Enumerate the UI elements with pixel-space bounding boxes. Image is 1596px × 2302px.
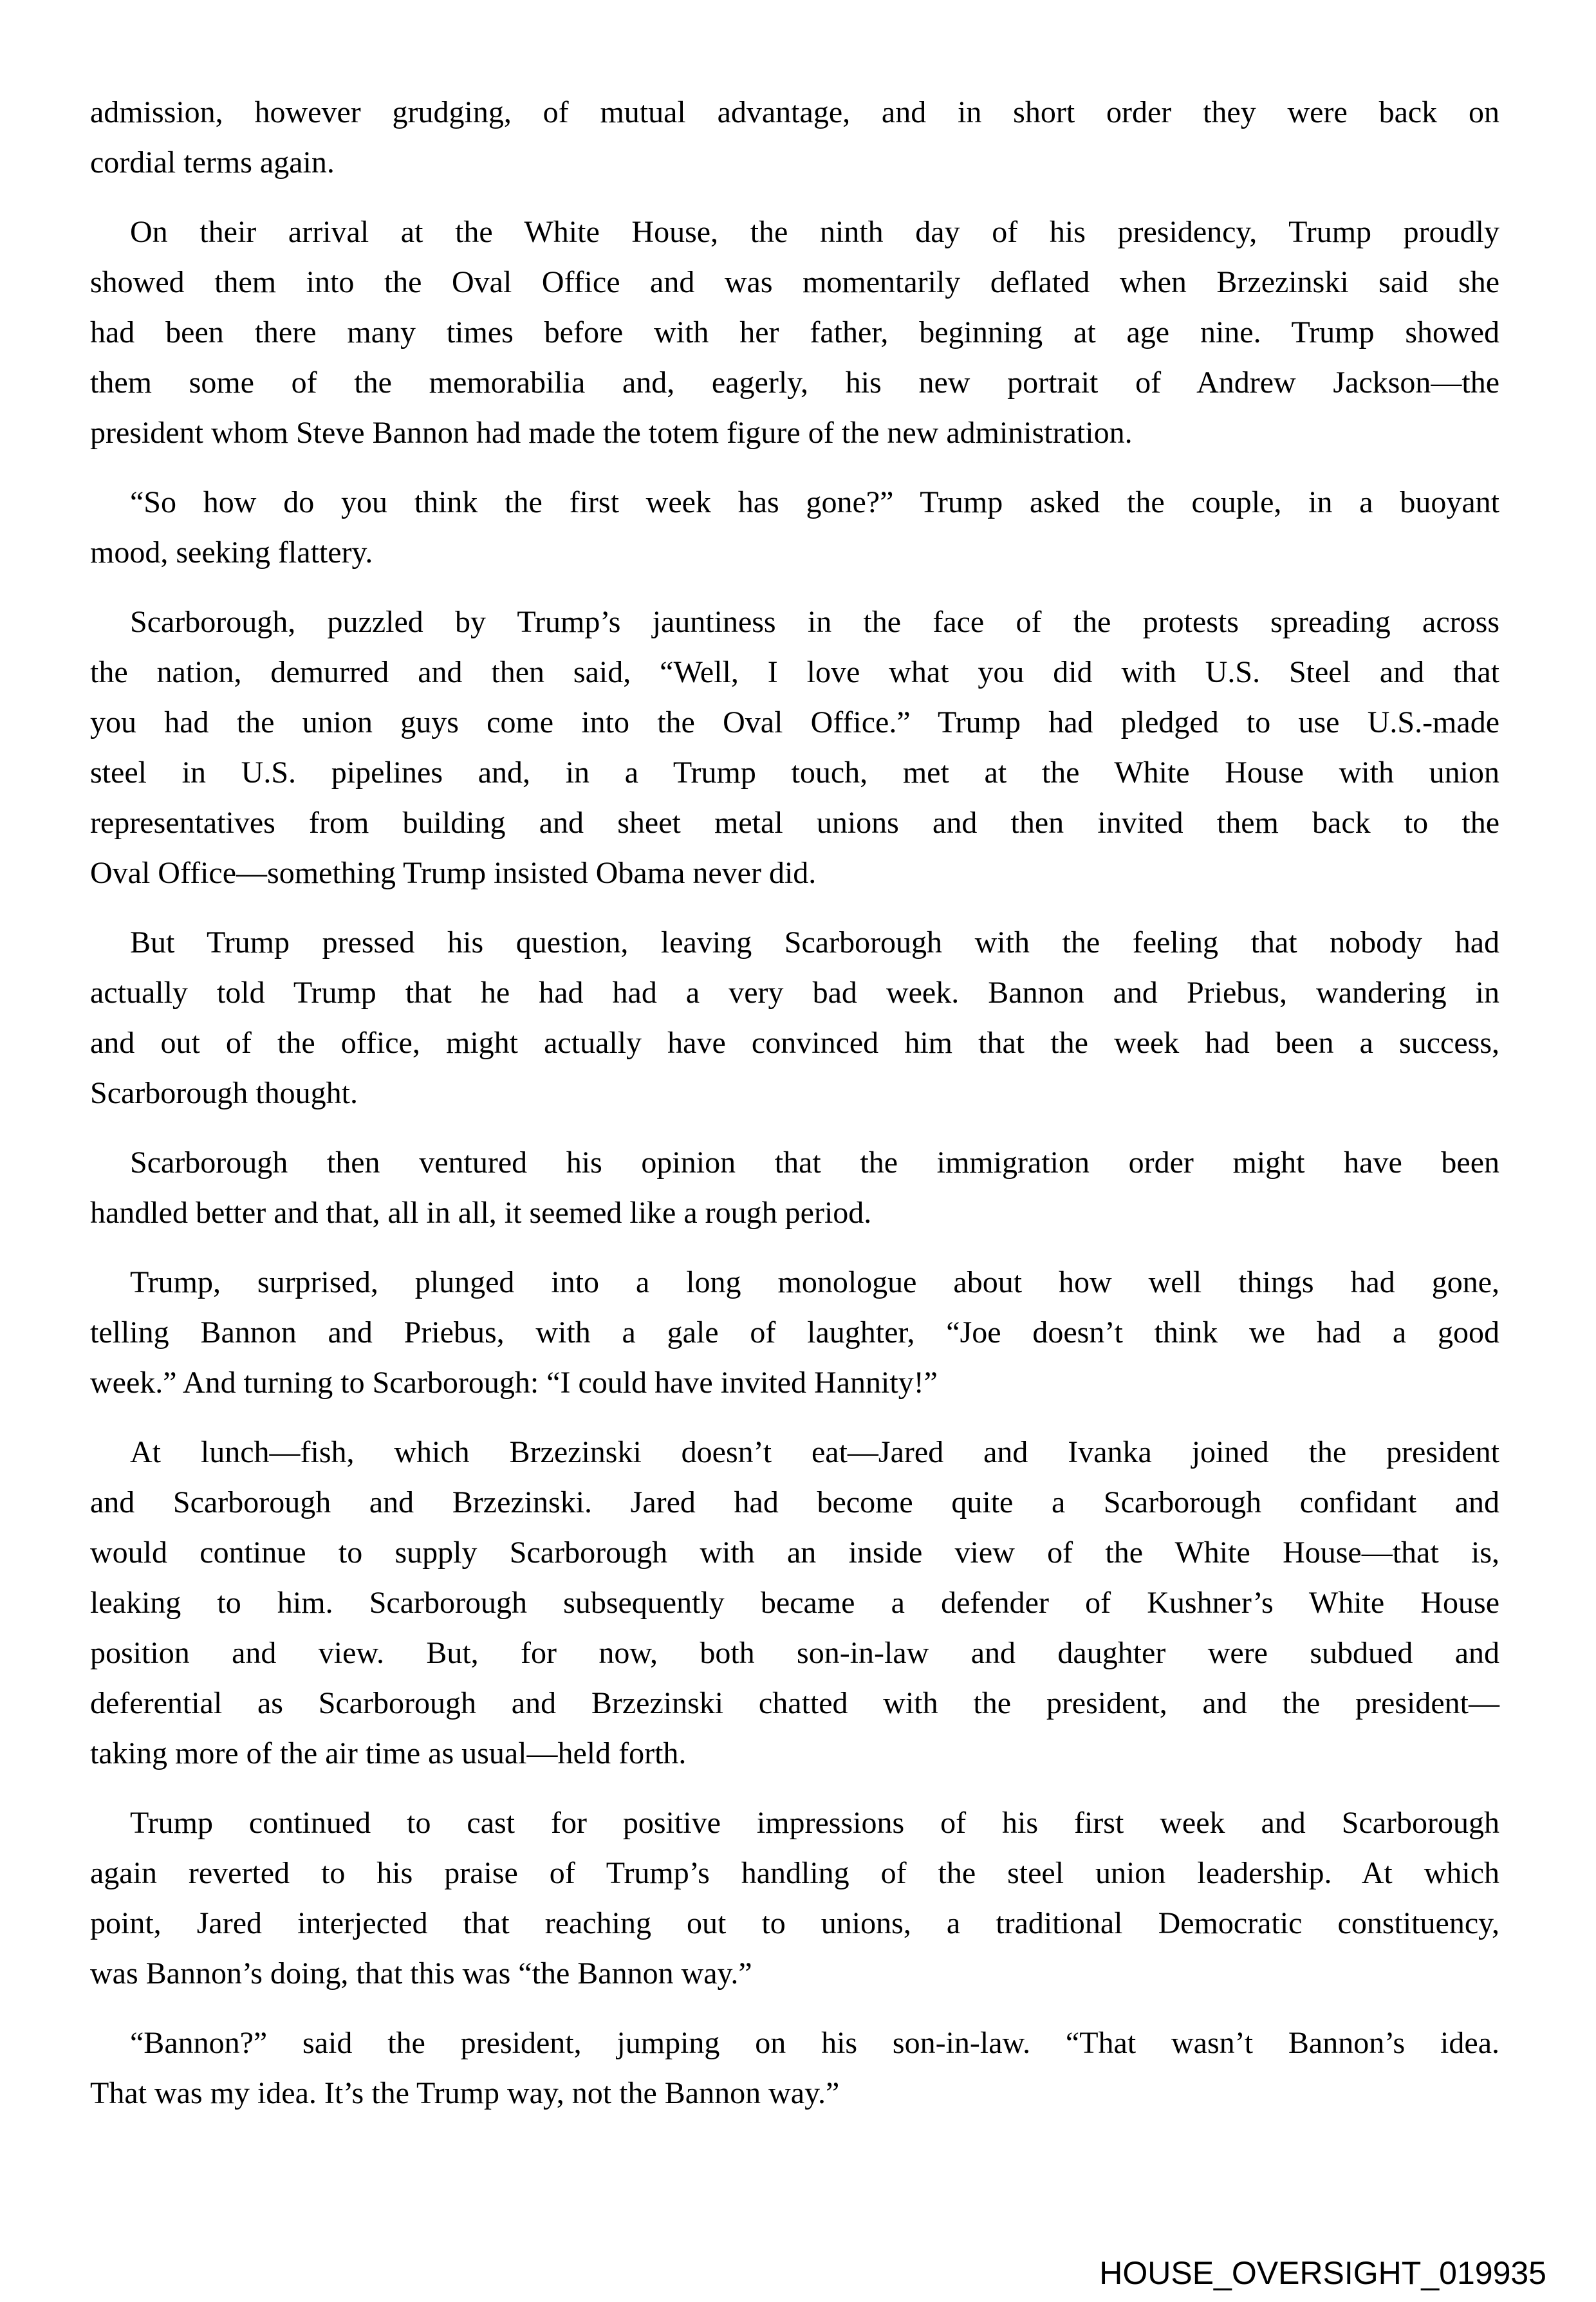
text-line: actually told Trump that he had had a very bad week. Bannon and Priebus, wandering in	[90, 976, 1499, 1010]
text-line: you had the union guys come into the Oval Office.” Trump had pledged to use U.S.-made	[90, 705, 1499, 739]
text-line: and Scarborough and Brzezinski. Jared had become quite a Scarborough confidant and	[90, 1485, 1499, 1519]
text-line: steel in U.S. pipelines and, in a Trump touch, met at the White House with union	[90, 756, 1499, 790]
text-line: leaking to him. Scarborough subsequently became a defender of Kushner’s White House	[90, 1586, 1499, 1620]
text-line: showed them into the Oval Office and was momentarily deflated when Brzezinski said she	[90, 265, 1499, 299]
text-line: again reverted to his praise of Trump’s handling of the steel union leadership. At which	[90, 1856, 1499, 1890]
paragraph	[90, 2018, 1499, 2119]
text-line: mood, seeking flattery.	[90, 535, 373, 570]
text-line: Trump, surprised, plunged into a long monologue about how well things had gone,	[130, 1265, 1499, 1299]
paragraph	[90, 1798, 1499, 1999]
text-line: and out of the office, might actually have convinced him that the week had been a success,	[90, 1026, 1499, 1060]
page-text	[90, 88, 1499, 2119]
paragraph	[90, 88, 1499, 188]
text-line: position and view. But, for now, both son-in-law and daughter were subdued and	[90, 1636, 1499, 1670]
text-line: the nation, demurred and then said, “Well, I love what you did with U.S. Steel and that	[90, 655, 1499, 689]
text-line: “So how do you think the first week has gone?” Trump asked the couple, in a buoyant	[130, 485, 1499, 519]
text-line: had been there many times before with her father, beginning at age nine. Trump showed	[90, 315, 1499, 349]
text-line: Oval Office—something Trump insisted Obama never did.	[90, 856, 817, 890]
text-line: That was my idea. It’s the Trump way, not the Bannon way.”	[90, 2076, 840, 2110]
text-line: Trump continued to cast for positive impressions of his first week and Scarborough	[130, 1806, 1499, 1840]
bates-stamp: HOUSE_OVERSIGHT_019935	[1099, 2255, 1546, 2291]
text-line: point, Jared interjected that reaching out to unions, a traditional Democratic constituency,	[90, 1906, 1499, 1940]
paragraph	[90, 597, 1499, 898]
text-line: At lunch—fish, which Brzezinski doesn’t eat—Jared and Ivanka joined the president	[130, 1435, 1499, 1469]
text-line: On their arrival at the White House, the ninth day of his presidency, Trump proudly	[130, 215, 1499, 249]
text-line: deferential as Scarborough and Brzezinski chatted with the president, and the president—	[90, 1686, 1499, 1720]
text-line: cordial terms again.	[90, 145, 335, 180]
text-line: Scarborough, puzzled by Trump’s jauntiness in the face of the protests spreading across	[130, 605, 1499, 639]
text-line: representatives from building and sheet metal unions and then invited them back to the	[90, 806, 1499, 840]
text-line: admission, however grudging, of mutual advantage, and in short order they were back on	[90, 95, 1499, 129]
text-line: was Bannon’s doing, that this was “the Bannon way.”	[90, 1956, 752, 1991]
text-line: “Bannon?” said the president, jumping on his son-in-law. “That wasn’t Bannon’s idea.	[130, 2026, 1499, 2060]
paragraph	[90, 207, 1499, 458]
text-line: Scarborough thought.	[90, 1076, 358, 1110]
text-line: would continue to supply Scarborough with an inside view of the White House—that is,	[90, 1536, 1499, 1570]
text-line: taking more of the air time as usual—held forth.	[90, 1736, 687, 1770]
paragraph	[90, 478, 1499, 578]
text-line: them some of the memorabilia and, eagerly, his new portrait of Andrew Jackson—the	[90, 366, 1499, 400]
text-line: telling Bannon and Priebus, with a gale of laughter, “Joe doesn’t think we had a good	[90, 1315, 1499, 1350]
paragraph	[90, 1427, 1499, 1779]
paragraph	[90, 1258, 1499, 1408]
paragraph	[90, 1138, 1499, 1238]
paragraph	[90, 918, 1499, 1119]
text-line: Scarborough then ventured his opinion that the immigration order might have been	[130, 1146, 1499, 1180]
text-line: week.” And turning to Scarborough: “I could have invited Hannity!”	[90, 1366, 938, 1400]
text-line: president whom Steve Bannon had made the totem figure of the new administration.	[90, 416, 1133, 450]
text-line: But Trump pressed his question, leaving Scarborough with the feeling that nobody had	[130, 925, 1499, 960]
text-line: handled better and that, all in all, it seemed like a rough period.	[90, 1196, 872, 1230]
